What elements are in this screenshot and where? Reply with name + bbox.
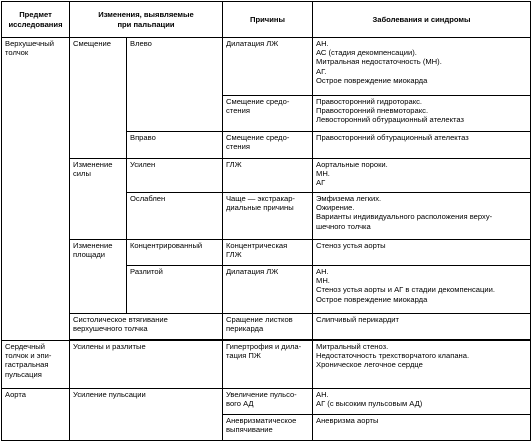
change-diffuse: Разлитой: [127, 266, 223, 314]
change-weak: Ослаблен: [127, 193, 223, 240]
header-causes: Причины: [223, 2, 313, 38]
header-row: [2, 2, 531, 38]
table-row: [2, 314, 531, 340]
cause-cell: Дилатация ЛЖ: [223, 266, 313, 314]
table-row: [2, 240, 531, 266]
cause-cell: Смещение средо- стения: [223, 96, 313, 132]
table-row: [2, 159, 531, 193]
disease-cell: Правосторонний гидроторакс. Правосторонний пневмоторакс. Левосторонний обтурационный ателектаз: [313, 96, 531, 132]
cause-cell: Дилатация ЛЖ: [223, 38, 313, 96]
table-row: [2, 389, 531, 415]
cause-cell: Смещение средо- стения: [223, 132, 313, 159]
change-force: Изменение силы: [70, 159, 127, 240]
table-row: [2, 38, 531, 96]
header-changes: Изменения, выявляемые при пальпации: [70, 2, 223, 38]
change-strong: Усилен: [127, 159, 223, 193]
cause-cell: ГЛЖ: [223, 159, 313, 193]
change-shift: Смещение: [70, 38, 127, 159]
disease-cell: Слипчивый перикардит: [313, 314, 531, 340]
palpation-table: [1, 1, 531, 441]
change-area: Изменение площади: [70, 240, 127, 314]
subject-aorta: Аорта: [2, 389, 70, 441]
table-row: [2, 341, 531, 389]
subject-cardiac: Сердечный толчок и эпи- гастральная пульсация: [2, 341, 70, 389]
header-diseases: Заболевания и синдромы: [313, 2, 531, 38]
disease-cell: Аневризма аорты: [313, 415, 531, 441]
disease-cell: АН. МН. Стеноз устья аорты и АГ в стадии декомпенсации. Острое повреждение миокарда: [313, 266, 531, 314]
cause-cell: Сращение листков перикарда: [223, 314, 313, 340]
cause-cell: Увеличение пульсо- вого АД: [223, 389, 313, 415]
disease-cell: Митральный стеноз. Недостаточность трехстворчатого клапана. Хроническое легочное сердце: [313, 341, 531, 389]
cause-cell: Чаще — экстракар- диальные причины: [223, 193, 313, 240]
cause-cell: Аневризматическое выпячивание: [223, 415, 313, 441]
disease-cell: Стеноз устья аорты: [313, 240, 531, 266]
change-aorta: Усиление пульсации: [70, 389, 223, 441]
cause-cell: Концентрическая ГЛЖ: [223, 240, 313, 266]
disease-cell: Правосторонний обтурационный ателектаз: [313, 132, 531, 159]
header-subject: Предмет исследования: [2, 2, 70, 38]
disease-cell: Аортальные пороки. МН. АГ: [313, 159, 531, 193]
change-concentrated: Концентрированный: [127, 240, 223, 266]
disease-cell: АН. АГ (с высоким пульсовым АД): [313, 389, 531, 415]
change-cardiac: Усилены и разлитые: [70, 341, 223, 389]
change-systolic: Систолическое втягивание верхушечного толчка: [70, 314, 223, 340]
subject-apex: Верхушечный толчок: [2, 38, 70, 341]
cause-cell: Гипертрофия и дила- тация ПЖ: [223, 341, 313, 389]
change-right: Вправо: [127, 132, 223, 159]
disease-cell: АН. АС (стадия декомпенсации). Митральная недостаточность (МН). АГ. Острое повреждение миокарда: [313, 38, 531, 96]
disease-cell: Эмфизема легких. Ожирение. Варианты индивидуального расположения верху- шечного толчка: [313, 193, 531, 240]
change-left: Влево: [127, 38, 223, 132]
